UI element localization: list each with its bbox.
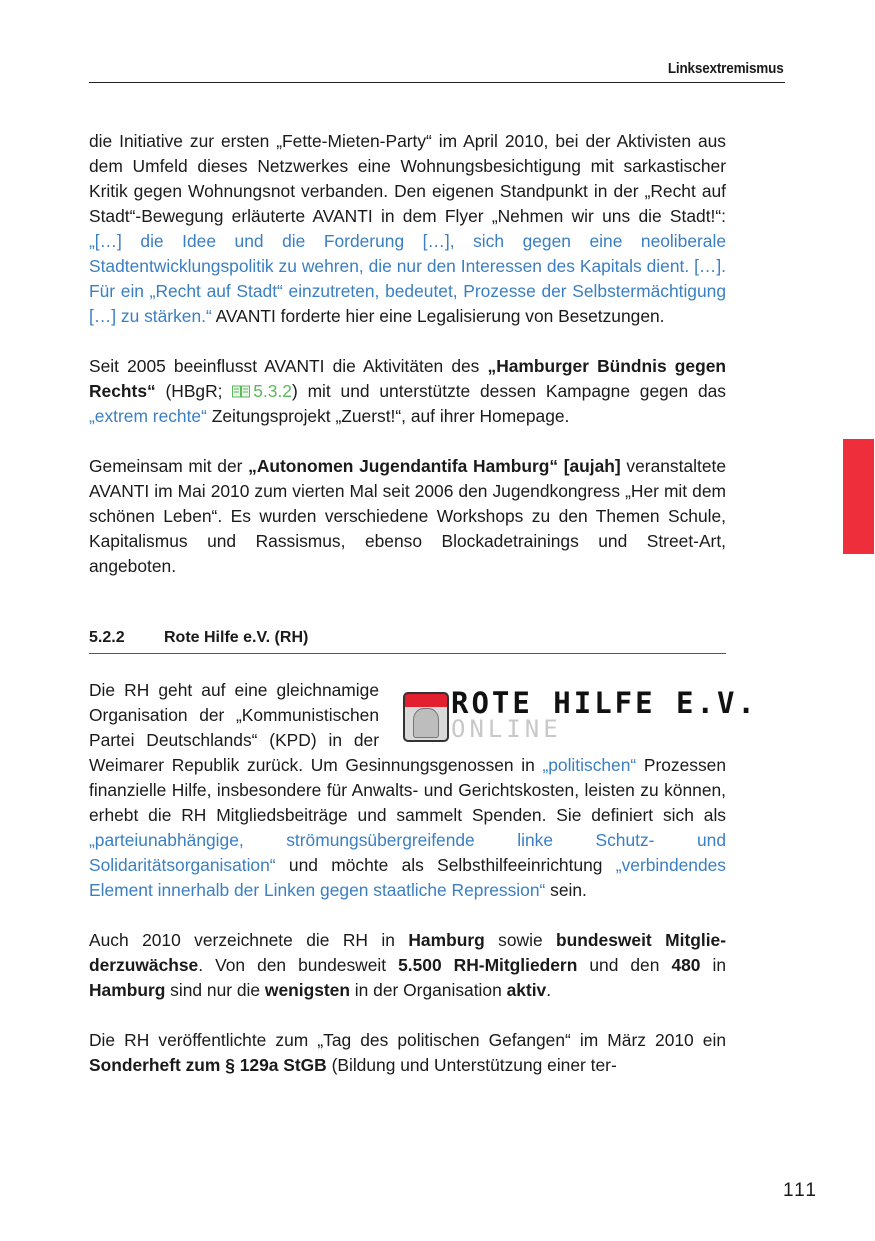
rote-hilfe-logo [397,682,785,744]
book-icon [232,385,250,398]
page-number: 111 [783,1180,818,1201]
member-count-national: 5.500 RH-Mitgliedern [398,955,578,975]
paragraph-rh-members: Auch 2010 verzeichnete die RH in Hamburg sowie bundesweit Mitgliederzuwächse. Von den bundesweit 5.500 RH-Mitgliedern und den 480 in Hamburg sind nur die wenigsten in der Organisation aktiv. [89,930,727,1000]
rote-hilfe-section [89,678,758,1078]
paragraph-avanti-recht-auf-stadt: die Initiative zur ersten „Fette-Mieten-Party“ im April 2010, bei der Aktivisten aus dem Umfeld dieses Netzwerkes eine Wohnungsbesichtigung mit sarkastischer Kritik gegen Wohnungsnot verbanden. Den eigenen Standpunkt in der „Recht auf Stadt“-Bewegung erläuterte AVANTI in dem Flyer „Nehmen wir uns die Stadt!“: „[…] die Idee und die Forderung […], sich gegen eine neoliberale Stadtentwicklungspolitik zu wehren, die nur den Interessen des Kapitals dient. […]. Für ein „Recht auf Stadt“ einzutreten, bedeutet, Prozesse der Selbstermächtigung […] zu stärken.“ AVANTI forderte hier eine Legalisierung von Besetzungen. [89,131,726,326]
org-name-aujah: „Autonomen Jugendantifa Hamburg“ [aujah] [248,456,621,476]
cross-reference-link[interactable]: 5.3.2 [232,381,292,401]
section-number: 5.2.2 [89,629,125,646]
logo-emblem-icon [403,692,449,742]
chapter-thumb-tab [843,439,874,554]
quote-politischen: „politischen“ [542,755,637,775]
paragraph-rh-origin: Die RH geht auf eine gleichnamige Organisation der „Kommunistischen Partei Deutschlands“ (KPD) in der Weimarer Republik zurück. Um Gesinnungsgenossen in „politischen“ Prozessen finanzielle Hilfe, insbesondere für Anwalts- und Gerichtskosten, leisten zu können, erhebt die RH Mitgliedsbeiträge und sammelt Spenden. Sie definiert sich als „parteiunabhängige, strömungsübergreifende linke Schutz- und Solidaritätsorganisation“ und möchte als Selbsthilfeeinrichtung „verbindendes Element innerhalb der Linken gegen staatliche Repression“ sein. [89,680,727,900]
logo-subtitle: ONLINE [451,715,562,743]
quote-self-definition: „parteiunabhängige, strömungsübergreifende linke Schutz- und Solidaritätsorganisation“ [89,830,726,875]
paragraph-rh-sonderheft: Die RH veröffentlichte zum „Tag des politischen Gefangen“ im März 2010 ein Sonderheft zum § 129a StGB (Bildung und Unterstützung einer ter- [89,1030,726,1075]
running-header-title: Linksextremismus [668,60,784,77]
header-rule [89,82,785,83]
quote-extrem-rechte: „extrem rechte“ [89,406,207,426]
section-heading [89,627,726,654]
quote-flyer: „[…] die Idee und die Forderung […], sich gegen eine neoliberale Stadtentwicklungspolitik zu wehren, die nur den Interessen des Kapitals dient. […]. Für ein „Recht auf Stadt“ einzutreten, bedeutet, Prozesse der Selbstermächtigung […] zu stärken.“ [89,231,726,326]
member-count-hamburg: 480 [671,955,701,975]
org-name-hbgr: „Hamburger Bündnis gegen Rechts“ [89,356,726,401]
quote-verbindendes-element: „verbindendes Element innerhalb der Linken gegen staatliche Repression“ [89,855,726,900]
section-title: Rote Hilfe e.V. (RH) [164,629,309,646]
logo-title: ROTE HILFE E.V. [451,686,758,720]
page-body [89,129,758,1078]
paragraph-hbgr: Seit 2005 beeinflusst AVANTI die Aktivitäten des „Hamburger Bündnis gegen Rechts“ (HBgR; 5.3.2) mit und unterstützte dessen Kampagne gegen das „extrem rechte“ Zeitungsprojekt „Zuerst!“, auf ihrer Homepage. [89,356,726,426]
paragraph-aujah: Gemeinsam mit der „Autonomen Jugendantifa Hamburg“ [aujah] veranstaltete AVANTI im Mai 2010 zum vierten Mal seit 2006 den Jugendkongress „Her mit dem schönen Leben“. Es wurden verschiedene Workshops zu den Themen Schule, Kapitalismus und Rassismus, ebenso Blockadetrainings und Street-Art, angeboten. [89,456,726,576]
